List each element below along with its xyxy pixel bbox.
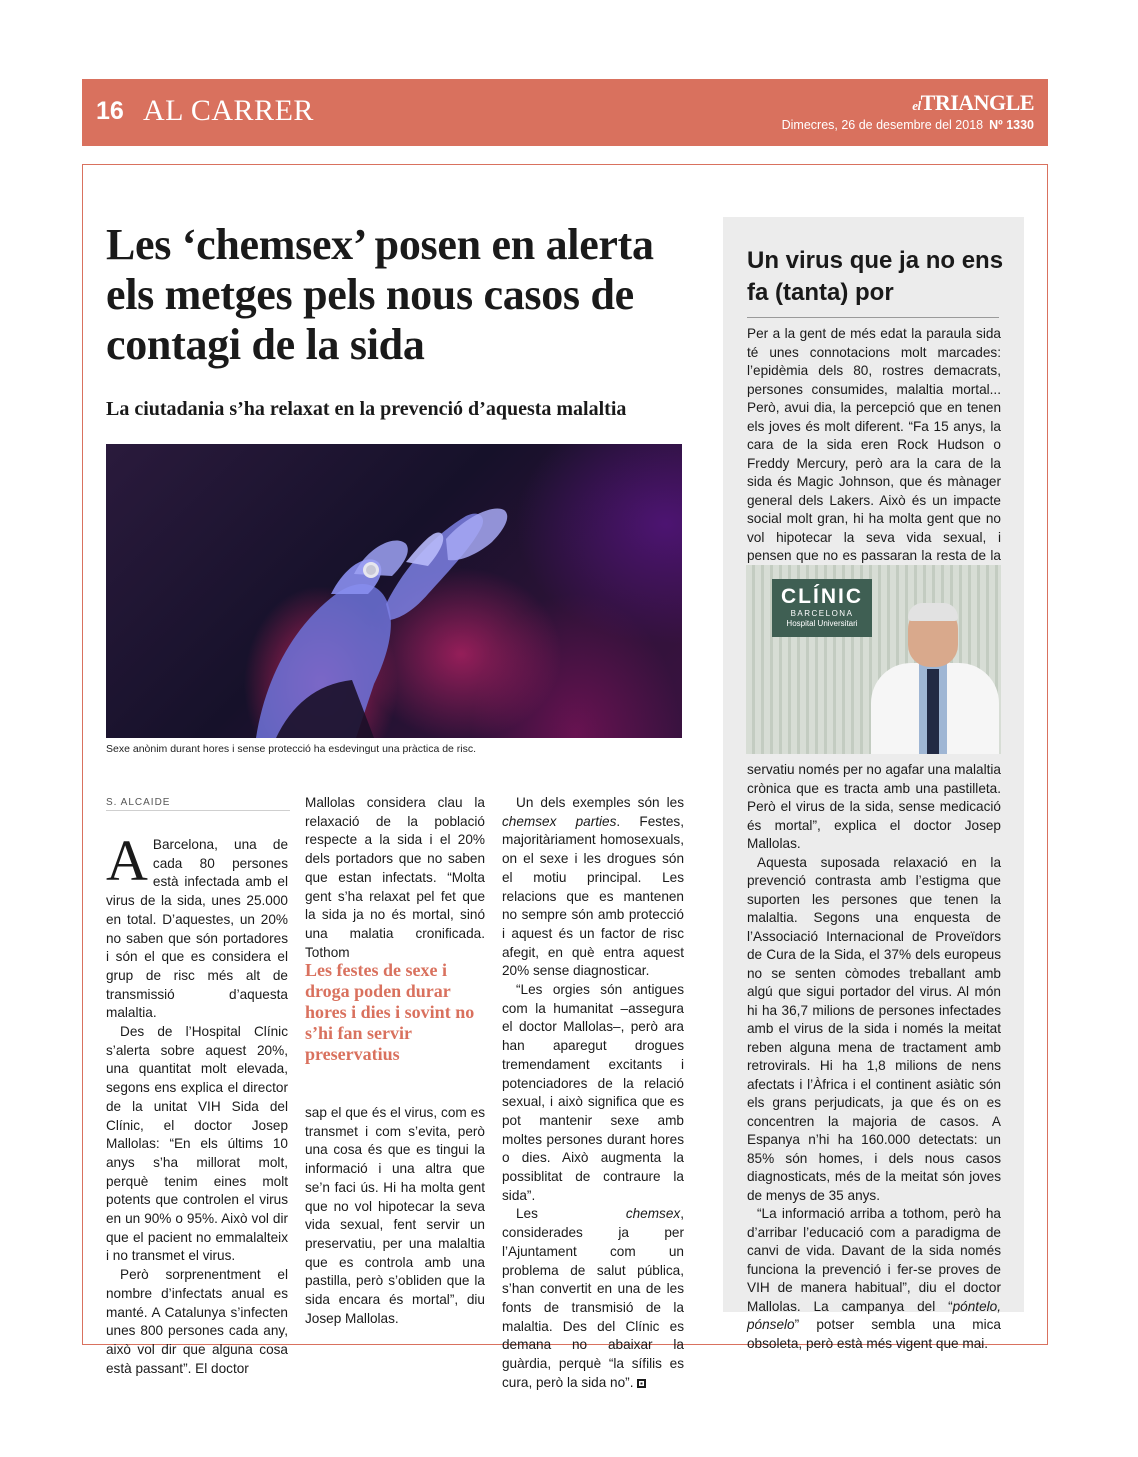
sidebar-paragraph: Per a la gent de més edat la paraula sida té unes connotacions molt marcades: l’epidèmia dels 80, rostres demacrats, persones consumides, malaltia mortal... Però, avui dia, la percepció que en tenen els joves és molt diferent. “Fa 15 anys, la cara de la sida eren Rock Hudson o Freddy Mercury, però ara la cara de la sida és Magic Johnson, que és mànager general dels Lakers. Això és un impacte social molt gran, hi ha molta gent que no vol hipotecar la seva vida sexual, i pensen que no es passaran la resta de la — [747, 326, 1001, 563]
article-paragraph — [502, 794, 684, 981]
article-column-2-bottom — [305, 1104, 485, 1328]
paragraph-text: Barcelona, una de cada 80 persones està infectada amb el virus de la sida, unes 25.000 en total. D’aquestes, un 20% no saben que són portadores i són el que es considera el grup de risc més alt de transmissió d’aquesta malaltia. — [106, 837, 288, 1021]
pull-quote: Les festes de sexe i droga poden durar hores i dies i sovint no s’hi fan servir preservatius — [305, 960, 475, 1064]
page-header — [82, 79, 1048, 146]
clinic-sign-name: CLÍNIC — [781, 585, 863, 608]
doctor-hair — [908, 603, 958, 621]
page-number: 16 — [96, 97, 124, 125]
article-paragraph — [502, 1205, 684, 1392]
paragraph-text: . Festes, majoritàriament homosexuals, on el sexe i les drogues són el motiu principal. Les relacions que es mantenen no sempre són amb protecció i aquest és un factor de risc afegit, en què entra aquest 20% sense diagnosticar. — [502, 813, 684, 979]
article-paragraph: Mallolas considera clau la relaxació de la població respecte a la sida i el 20% dels portadors que no saben que estan infectats. “Molta gent s’ha relaxat pel fet que la sida ja no és mortal, sinó una malatia cronificada. Tothom — [305, 795, 485, 960]
drop-cap: A — [106, 828, 148, 893]
logo-name: TRIANGLE — [920, 90, 1034, 115]
article-paragraph: “Les orgies són antigues com la humanitat –assegura el doctor Mallolas–, però ara han aparegut drogues tremendament excitants i potenciadores de la relació sexual, i això significa que es pot mantenir sexe amb moltes persones durant hores o dies. Això augmenta la possiblitat de contraure la sida”. — [502, 982, 684, 1203]
article-paragraph — [106, 828, 288, 1023]
paragraph-text: ” potser sembla una mica obsoleta, però està més vigent que mai. — [747, 1317, 1001, 1351]
photo-caption: Sexe anònim durant hores i sense protecció ha esdevingut una pràctica de risc. — [106, 743, 477, 755]
sidebar-text-top — [747, 325, 1001, 584]
paragraph-text: Un dels exemples són les — [516, 795, 684, 810]
byline: S. ALCAIDE — [106, 797, 290, 811]
clinic-sign-city: BARCELONA — [790, 609, 854, 618]
clinic-sign-subtitle: Hospital Universitari — [786, 619, 858, 628]
doctor-tie — [927, 669, 939, 754]
article-column-2-top — [305, 794, 485, 962]
sidebar-divider — [747, 317, 999, 318]
article-paragraph: sap el que és el virus, com es transmet i com s’evita, però una cosa és que es tingui la informació i una altra que se’n faci ús. Hi ha molta gent que no vol hipotecar la seva vida sexual, fent servir un preservatiu, per una malaltia que es controla amb una pastilla, però s’obliden que la sida encara és mortal”, diu Josep Mallolas. — [305, 1105, 485, 1326]
article-column-3 — [502, 794, 684, 1393]
sidebar-paragraph: servatiu només per no agafar una malaltia crònica que es tracta amb una pastilleta. Però el virus de la sida, sense medicació és mortal”, explica el doctor Josep Mallolas. — [747, 762, 1001, 851]
section-title: AL CARRER — [143, 94, 314, 127]
article-paragraph: Però sorprenentment el nombre d’infectats anual es manté. A Catalunya s’infecten unes 800 persones cada any, això vol dir que alguna cosa està passant”. El doctor — [106, 1267, 288, 1376]
emphasis-text: chemsex parties — [502, 813, 617, 829]
dateline — [782, 118, 1034, 132]
sidebar-title: Un virus que ja no ens fa (tanta) por — [747, 247, 1004, 306]
article-photo — [106, 444, 682, 738]
article-headline: Les ‘chemsex’ posen en alerta els metges pels nous casos de contagi de la sida — [106, 220, 654, 369]
clinic-sign — [772, 579, 872, 637]
sidebar-paragraph — [747, 1205, 1001, 1353]
newspaper-logo — [912, 90, 1034, 116]
emphasis-text: póntelo, pónselo — [747, 1298, 1001, 1332]
sidebar-text-bottom — [747, 761, 1001, 1353]
issue-number: Nº 1330 — [989, 118, 1034, 132]
sidebar-photo — [746, 565, 1001, 754]
sidebar-paragraph: Aquesta suposada relaxació en la prevenció contrasta amb l’estigma que suporten les persones que tenen la malaltia. Segons una enquesta de l’Associació Internacional de Proveïdors de Cura de la Sida, el 37% dels europeus no se senten còmodes treballant amb algú que sigui portador del virus. Al món hi ha 36,7 milions de persones infectades amb el virus de la sida i només la meitat reben alguna mena de tractament amb retrovirals. Hi ha 1,8 milions de nens afectats i l’Àfrica i el continent asiàtic són els grans perjudicats, ja que és on es concentren la majoria de casos. A Espanya n’hi ha 160.000 detectats: un 85% són homes, i dels nous casos diagnosticats, més de la meitat són joves de menys de 35 anys. — [747, 854, 1001, 1203]
end-of-article-icon — [637, 1379, 646, 1388]
paragraph-text: Les — [516, 1206, 626, 1222]
article-paragraph: Des de l’Hospital Clínic s’alerta sobre aquest 20%, una quantitat molt elevada, segons ens explica el director de la unitat VIH Sida del Clínic, el doctor Josep Mallolas: “En els últims 10 anys s’ha millorat molt, perquè tenim eines molt potents que controlen el virus en un 90% o 95%. Això vol dir que el pacient no emmalalteix i no transmet el virus. — [106, 1024, 288, 1264]
article-column-1 — [106, 828, 288, 1378]
sidebar-box — [723, 217, 1024, 1351]
paragraph-text: “La informació arriba a tothom, però ha d’arribar l’educació com a paradigma de canvi de vida. Davant de la sida només funciona la prevenció i fer-se proves de VIH de manera habitual”, diu el doctor Mallolas. La campanya del “ — [747, 1206, 1001, 1314]
doctor-portrait — [871, 605, 999, 754]
emphasis-text: chemsex — [625, 1206, 681, 1222]
hands-pill-illustration — [106, 444, 682, 738]
logo-prefix: el — [912, 98, 921, 113]
paragraph-text: , considerades ja per l’Ajuntament com un problema de salut pública, s’han convertit en una de les fonts de transmisió de la malaltia. Des del Clínic es demana no abaixar la guàrdia, perquè “la sífilis es cura, però la sida no”. — [502, 1206, 684, 1390]
issue-date: Dimecres, 26 de desembre del 2018 — [781, 118, 984, 132]
article-subheadline: La ciutadania s’ha relaxat en la prevenció d’aquesta malaltia — [106, 398, 627, 420]
